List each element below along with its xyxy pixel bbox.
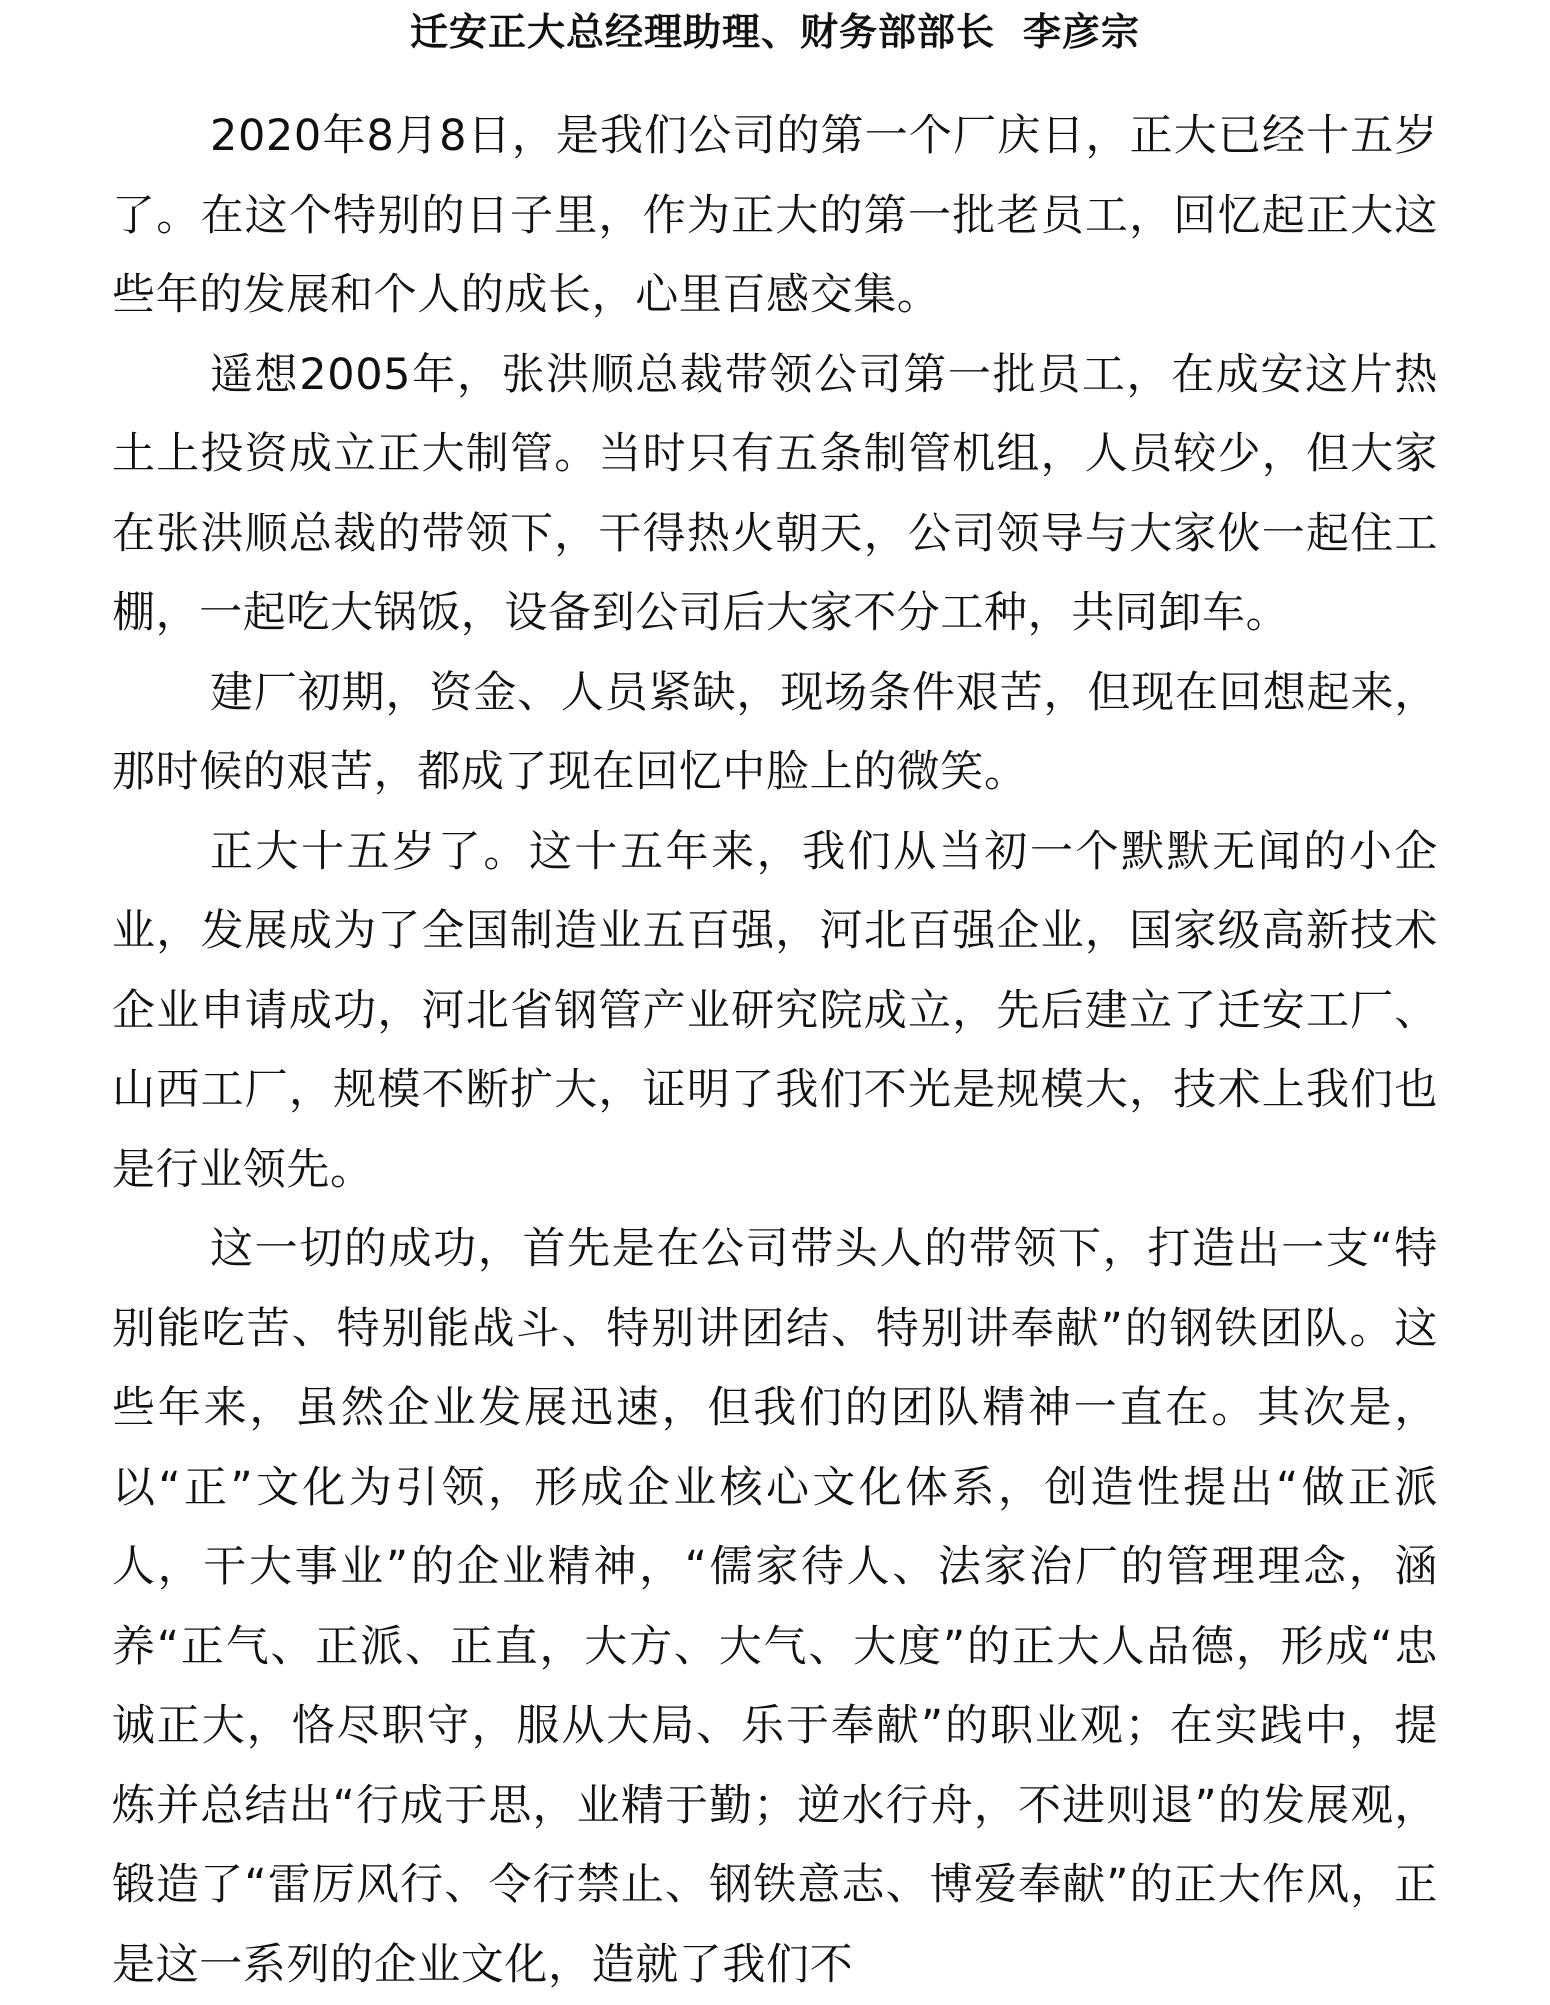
article-body [112, 97, 1438, 2005]
paragraph-4: 正大十五岁了。这十五年来，我们从当初一个默默无闻的小企业，发展成为了全国制造业五百强，河北百强企业，国家级高新技术企业申请成功，河北省钢管产业研究院成立，先后建立了迁安工厂、山西工厂，规模不断扩大，证明了我们不光是规模大，技术上我们也是行业领先。 [112, 826, 1438, 1195]
paragraph-2: 遥想2005年，张洪顺总裁带领公司第一批员工，在成安这片热土上投资成立正大制管。当时只有五条制管机组，人员较少，但大家在张洪顺总裁的带领下，干得热火朝天，公司领导与大家伙一起住工棚，一起吃大锅饭，设备到公司后大家不分工种，共同卸车。 [112, 349, 1438, 638]
paragraph-3: 建厂初期，资金、人员紧缺，现场条件艰苦，但现在回想起来，那时候的艰苦，都成了现在回忆中脸上的微笑。 [112, 667, 1438, 797]
article-title [0, 4, 1550, 60]
paragraph-1: 2020年8月8日，是我们公司的第一个厂庆日，正大已经十五岁了。在这个特别的日子里，作为正大的第一批老员工，回忆起正大这些年的发展和个人的成长，心里百感交集。 [112, 111, 1438, 320]
paragraph-5: 这一切的成功，首先是在公司带头人的带领下，打造出一支“特别能吃苦、特别能战斗、特别讲团结、特别讲奉献”的钢铁团队。这些年来，虽然企业发展迅速，但我们的团队精神一直在。其次是，以“正”文化为引领，形成企业核心文化体系，创造性提出“做正派人，干大事业”的企业精神，“儒家待人、法家治厂的管理理念，涵养“正气、正派、正直，大方、大气、大度”的正大人品德，形成“忠诚正大，恪尽职守，服从大局、乐于奉献”的职业观；在实践中，提炼并总结出“行成于思，业精于勤；逆水行舟，不进则退”的发展观，锻造了“雷厉风行、令行禁止、钢铁意志、博爱奉献”的正大作风，正是这一系列的企业文化，造就了我们不 [112, 1224, 1438, 1990]
author-name: 李彦宗 [1023, 9, 1141, 54]
author-position: 迁安正大总经理助理、财务部部长 [409, 9, 995, 54]
